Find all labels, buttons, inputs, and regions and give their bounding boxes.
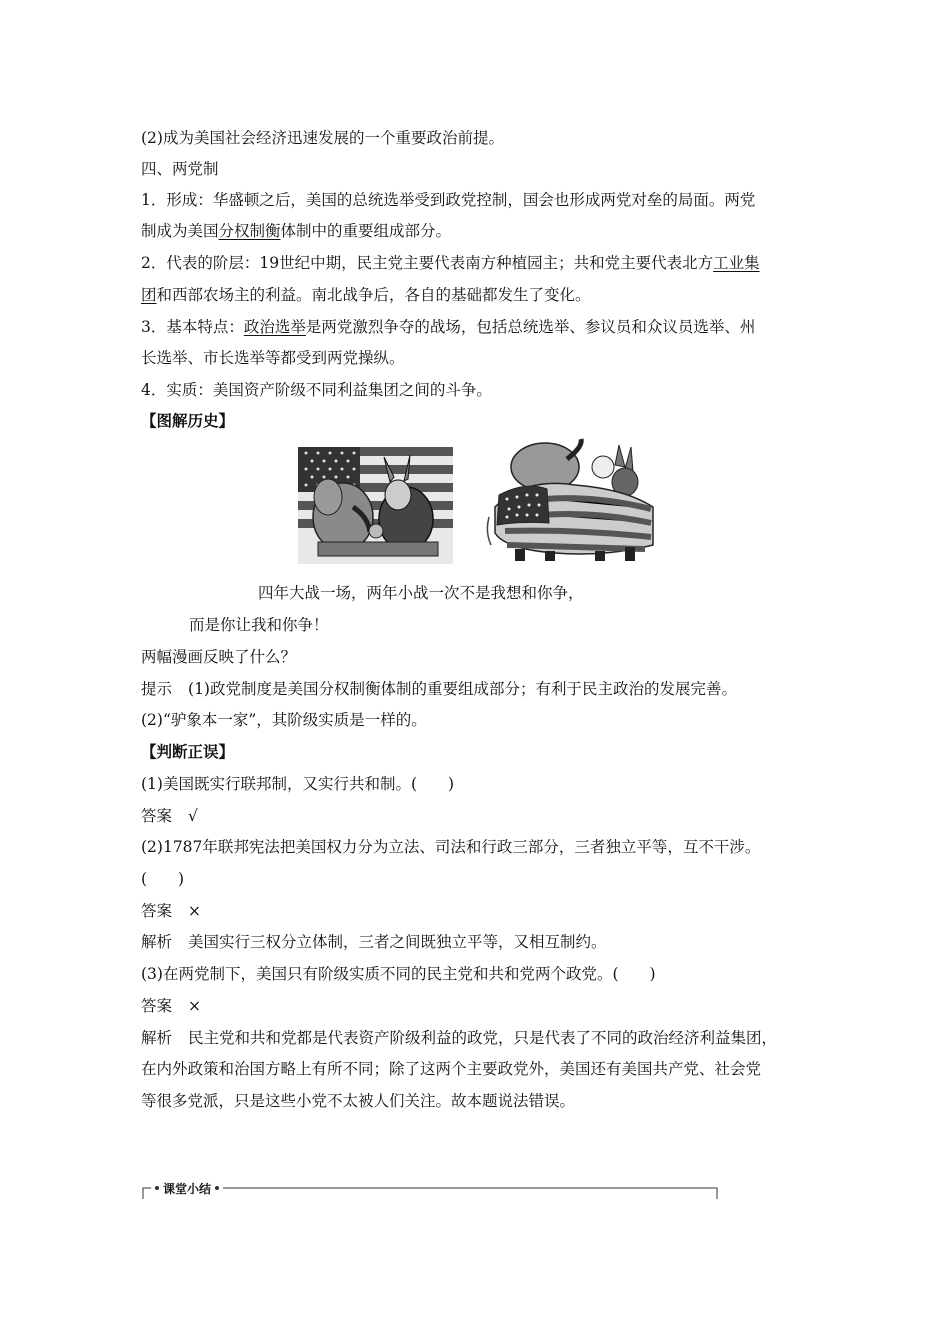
text-line: 3．基本特点：政治选举是两党激烈争夺的战场，包括总统选举、参议员和众议员选举、州 [141, 318, 756, 336]
section-label-tujie: 【图解历史】 [141, 411, 235, 430]
section-label-panduan: 【判断正误】 [141, 742, 235, 761]
text-line: (2)成为美国社会经济迅速发展的一个重要政治前提。 [141, 129, 504, 147]
hint-line: 提示 (1)政党制度是美国分权制衡体制的重要组成部分；有利于民主政治的发展完善。 [141, 680, 737, 698]
answer-line-3: 答案 × [141, 997, 202, 1015]
text-line: 1．形成：华盛顿之后，美国的总统选举受到政党控制，国会也形成两党对垒的局面。两党 [141, 191, 756, 209]
section-heading: 四、两党制 [141, 160, 219, 178]
text-line: 2．代表的阶层：19世纪中期，民主党主要代表南方种植园主；共和党主要代表北方工业集 [141, 254, 760, 272]
text-line: 长选举、市长选举等都受到两党操纵。 [141, 349, 405, 367]
analysis-line-3b: 在内外政策和治国方略上有所不同；除了这两个主要政党外，美国还有美国共产党、社会党 [141, 1060, 762, 1078]
answer-line-1: 答案 √ [141, 807, 198, 825]
text-line: 团和西部农场主的利益。南北战争后，各自的基础都发生了变化。 [141, 286, 591, 304]
hint-line-2: (2)“驴象本一家”，其阶级实质是一样的。 [141, 711, 427, 729]
judgment-item-2-blank: ( ) [141, 870, 185, 888]
analysis-line-3c: 等很多党派，只是这些小党不太被人们关注。故本题说法错误。 [141, 1092, 576, 1110]
text-line: 4．实质：美国资产阶级不同利益集团之间的斗争。 [141, 381, 492, 399]
analysis-line-2: 解析 美国实行三权分立体制，三者之间既独立平等，又相互制约。 [141, 933, 607, 951]
analysis-line-3a: 解析 民主党和共和党都是代表资产阶级利益的政党，只是代表了不同的政治经济利益集团， [141, 1029, 778, 1047]
judgment-item-3: (3)在两党制下，美国只有阶级实质不同的民主党和共和党两个政党。( ) [141, 965, 656, 983]
text-line: 制成为美国分权制衡体制中的重要组成部分。 [141, 222, 452, 240]
cartoon-flag-wrap-image [485, 437, 657, 565]
judgment-item-1: (1)美国既实行联邦制，又实行共和制。( ) [141, 775, 455, 793]
cartoon-arm-wrestling-image [298, 447, 453, 564]
class-summary-header [141, 1178, 721, 1200]
cartoon-caption-line-1: 四年大战一场，两年小战一次不是我想和你争， [258, 584, 584, 602]
class-summary-title: 课堂小结 [163, 1182, 212, 1196]
answer-line-2: 答案 × [141, 902, 202, 920]
judgment-item-2: (2)1787年联邦宪法把美国权力分为立法、司法和行政三部分，三者独立平等，互不干涉。 [141, 838, 761, 856]
cartoon-caption-line-2: 而是你让我和你争！ [189, 616, 329, 634]
hint-label: 提示 [141, 680, 173, 698]
question-text: 两幅漫画反映了什么？ [141, 648, 297, 666]
